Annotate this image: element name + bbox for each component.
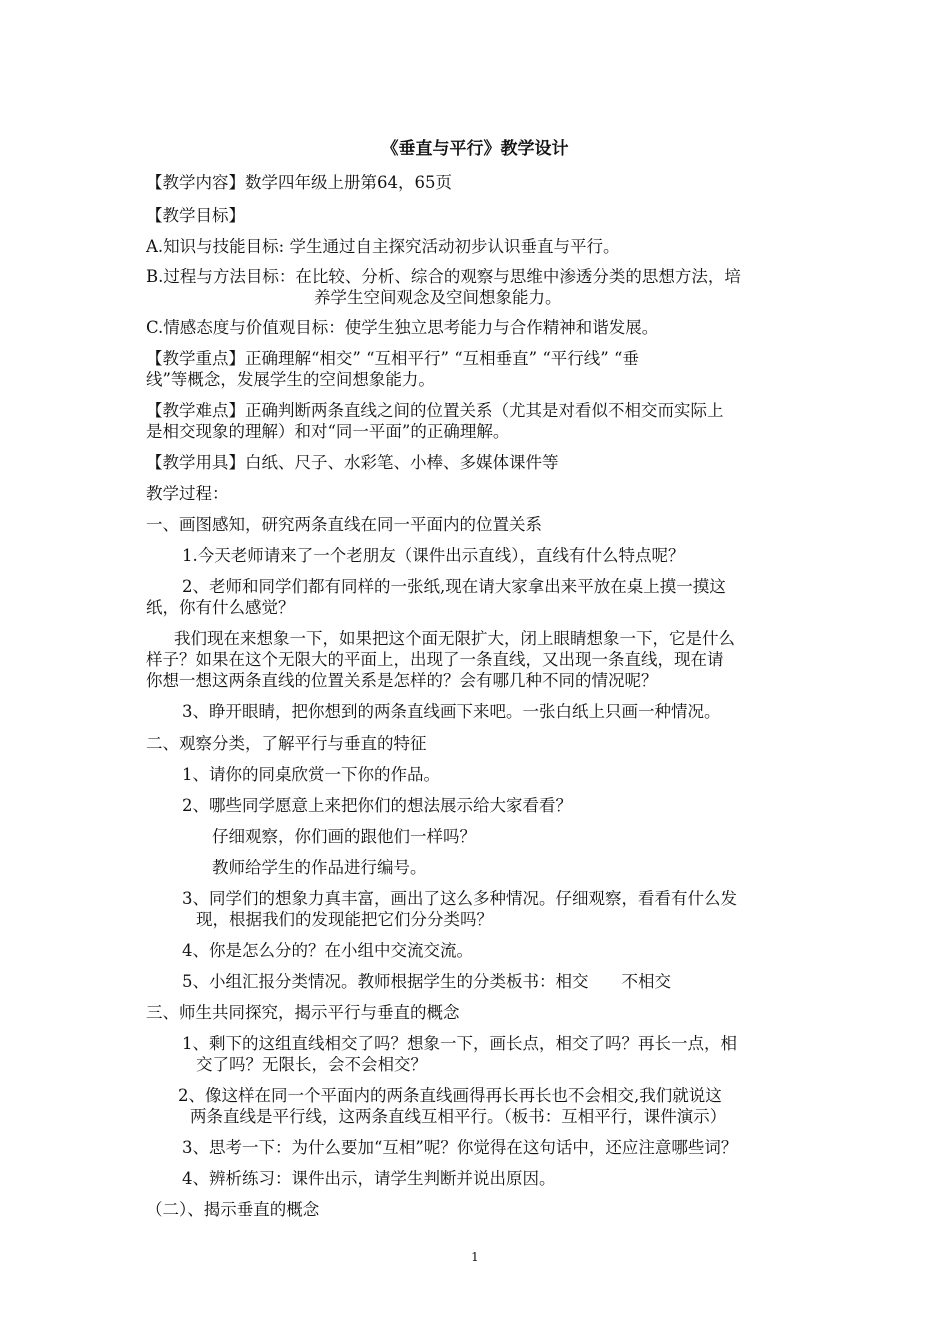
goal-c: C.情感态度与价值观目标：使学生独立思考能力与合作精神和谐发展。	[146, 318, 659, 337]
teaching-content: 【教学内容】数学四年级上册第64，65页	[146, 173, 452, 192]
page-title: 《垂直与平行》教学设计	[381, 139, 569, 159]
key-point-line2: 线”等概念，发展学生的空间想象能力。	[146, 370, 435, 389]
section-2-item-4: 4、你是怎么分的？在小组中交流交流。	[182, 941, 473, 960]
key-point-line1: 【教学重点】正确理解“相交” “互相平行” “互相垂直” “平行线” “垂	[146, 349, 639, 368]
difficulty-line1: 【教学难点】正确判断两条直线之间的位置关系（尤其是对看似不相交而实际上	[146, 401, 724, 420]
goal-b-line2: 养学生空间观念及空间想象能力。	[314, 288, 562, 307]
goal-a: A.知识与技能目标: 学生通过自主探究活动初步认识垂直与平行。	[146, 237, 620, 256]
section-2-item-5: 5、小组汇报分类情况。教师根据学生的分类板书：相交 不相交	[182, 972, 671, 991]
goals-heading: 【教学目标】	[146, 206, 245, 225]
section-3-item-2-line2: 两条直线是平行线，这两条直线互相平行。（板书：互相平行，课件演示）	[190, 1107, 727, 1126]
process-heading: 教学过程：	[146, 484, 229, 503]
goal-b-line1: B.过程与方法目标：在比较、分析、综合的观察与思维中渗透分类的思想方法，培	[146, 267, 741, 286]
section-1-paragraph-line1: 我们现在来想象一下，如果把这个面无限扩大，闭上眼睛想象一下，它是什么	[174, 629, 735, 648]
section-2-item-2-note1: 仔细观察，你们画的跟他们一样吗？	[212, 827, 476, 846]
section-2-heading: 二、观察分类，了解平行与垂直的特征	[146, 734, 427, 753]
section-1-paragraph-line3: 你想一想这两条直线的位置关系是怎样的？会有哪几种不同的情况呢？	[146, 671, 658, 690]
section-1-item-2-line1: 2、老师和同学们都有同样的一张纸,现在请大家拿出来平放在桌上摸一摸这	[182, 577, 726, 596]
section-3-item-3: 3、思考一下：为什么要加“互相”呢？你觉得在这句话中，还应注意哪些词？	[182, 1138, 738, 1157]
section-2-item-2: 2、哪些同学愿意上来把你们的想法展示给大家看看？	[182, 796, 572, 815]
section-3-item-1-line2: 交了吗？无限长，会不会相交？	[196, 1055, 427, 1074]
section-1-item-1: 1.今天老师请来了一个老朋友（课件出示直线），直线有什么特点呢？	[182, 546, 685, 565]
section-1-item-3: 3、睁开眼睛，把你想到的两条直线画下来吧。一张白纸上只画一种情况。	[182, 702, 721, 721]
section-3-item-4: 4、辨析练习：课件出示，请学生判断并说出原因。	[182, 1169, 556, 1188]
section-2-item-3-line1: 3、同学们的想象力真丰富，画出了这么多种情况。仔细观察，看看有什么发	[182, 889, 737, 908]
section-3-heading: 三、师生共同探究，揭示平行与垂直的概念	[146, 1003, 460, 1022]
section-2-item-3-line2: 现，根据我们的发现能把它们分分类吗？	[196, 910, 493, 929]
teaching-tools: 【教学用具】白纸、尺子、水彩笔、小棒、多媒体课件等	[146, 453, 559, 472]
section-1-item-2-line2: 纸，你有什么感觉？	[146, 598, 295, 617]
section-2-item-2-note2: 教师给学生的作品进行编号。	[212, 858, 427, 877]
difficulty-line2: 是相交现象的理解）和对“同一平面”的正确理解。	[146, 422, 510, 441]
section-3-subheading: （二）、揭示垂直的概念	[146, 1200, 320, 1219]
section-3-item-1-line1: 1、剩下的这组直线相交了吗？想象一下，画长点，相交了吗？再长一点，相	[182, 1034, 737, 1053]
page-number: 1	[471, 1250, 479, 1264]
section-1-heading: 一、画图感知，研究两条直线在同一平面内的位置关系	[146, 515, 542, 534]
section-2-item-1: 1、请你的同桌欣赏一下你的作品。	[182, 765, 440, 784]
section-1-paragraph-line2: 样子？如果在这个无限大的平面上，出现了一条直线，又出现一条直线，现在请	[146, 650, 724, 669]
section-3-item-2-line1: 2、像这样在同一个平面内的两条直线画得再长再长也不会相交,我们就说这	[178, 1086, 722, 1105]
